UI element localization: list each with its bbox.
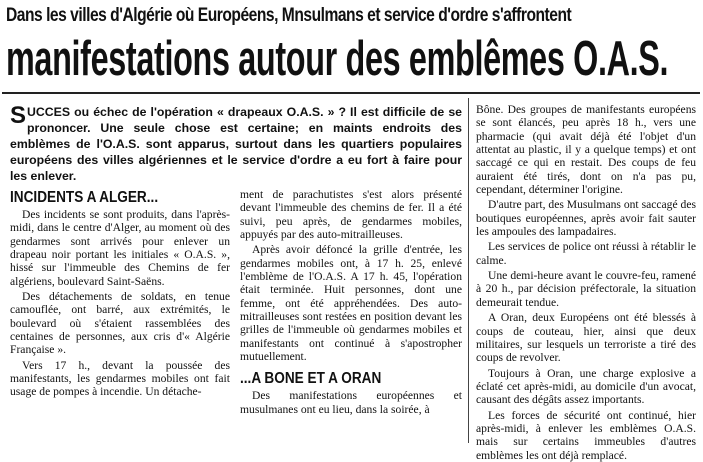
paragraph: D'autre part, des Musulmans ont saccagé des boutiques européennes, après avoir fait sauter les ampoules des lampadaires. [476, 198, 696, 239]
paragraph: Les forces de sécurité ont continué, hier après-midi, à enlever les emblèmes O.A.S. mais sur certains immeubles d'autres emblèmes les ont déjà remplacé. [476, 408, 696, 462]
paragraph: Des détachements de soldats, en tenue camouflée, ont barré, aux extrémités, le boulevard où s'étaient rassemblées des centaines de personnes, aux cris d'« Algérie Française ». [10, 290, 230, 357]
drop-cap: S [10, 102, 27, 129]
subhead-alger: INCIDENTS A ALGER... [10, 189, 159, 206]
paragraph: Des incidents se sont produits, dans l'après-midi, dans le centre d'Alger, au moment où des gendarmes sont arrivés pour enlever un drapeau noir portant les initiales « O.A.S. », hissé sur l'immeuble des Chemins de fer algériens, boulevard Saint-Saëns. [10, 208, 230, 288]
article-kicker: Dans les villes d'Algérie où Européens, Mnsulmans et service d'ordre s'affrontent [6, 4, 572, 26]
column-divider [468, 98, 469, 443]
column-2 [240, 188, 462, 416]
column-3 [476, 103, 696, 462]
paragraph: Vers 17 h., devant la poussée des manifestants, les gendarmes mobiles ont fait usage de pompes à incendie. Un détache- [10, 358, 230, 399]
article-lead [10, 104, 462, 184]
headline-rule [2, 92, 700, 94]
lead-text: UCCES ou échec de l'opération « drapeaux O.A.S. » ? Il est difficile de se prononcer. Une seule chose est certaine; en maints endroits des emblèmes de l'O.A.S. sont apparus, surtout dans les quartiers populaires européens des villes algériennes et le service d'ordre a eu fort à faire pour les enlever. [10, 105, 462, 183]
paragraph: Les services de police ont réussi à rétablir le calme. [476, 240, 696, 267]
paragraph: Des manifestations européennes et musulmanes ont eu lieu, dans la soirée, à [240, 389, 462, 416]
paragraph: Toujours à Oran, une charge explosive a éclaté cet après-midi, au domicile d'un avocat, causant des dégâts assez importants. [476, 366, 696, 407]
paragraph: ment de parachutistes s'est alors présenté devant l'immeuble des chemins de fer. Il a été suivi, peu après, de gendarmes mobiles, appuyés par des auto-mitrailleuses. [240, 188, 462, 242]
paragraph: Une demi-heure avant le couvre-feu, ramené à 20 h., par décision préfectorale, la situation demeurait tendue. [476, 269, 696, 309]
article-headline: manifestations autour des emblêmes O.A.S. [6, 32, 669, 86]
subhead-bone-oran: ...A BONE ET A ORAN [240, 370, 382, 388]
column-1 [10, 188, 230, 399]
paragraph: Après avoir défoncé la grille d'entrée, les gendarmes mobiles ont, à 17 h. 25, enlevé l'emblème de l'O.A.S. A 17 h. 45, l'opération était terminée. Huit personnes, dont une femme, ont été appréhendées. Des auto-mitrailleuses sont restées en position devant les grilles de l'immeuble où gendarmes mobiles et manifestants ont continué à s'apostropher mutuellement. [240, 243, 462, 364]
paragraph: A Oran, deux Européens ont été blessés à coups de couteau, hier, ainsi que deux militaires, sur lesquels un terroriste a tiré des coups de revolver. [476, 311, 696, 365]
paragraph: Bône. Des groupes de manifestants européens se sont élancés, peu après 18 h., vers une pharmacie (qui avait déjà été l'objet d'un attentat au plastic, il y a quelque temps) et ont saccagé ce qui en restait. Des coups de feu auraient été tirés, dont on n'a pas pu, cependant, déterminer l'origine. [476, 103, 696, 197]
